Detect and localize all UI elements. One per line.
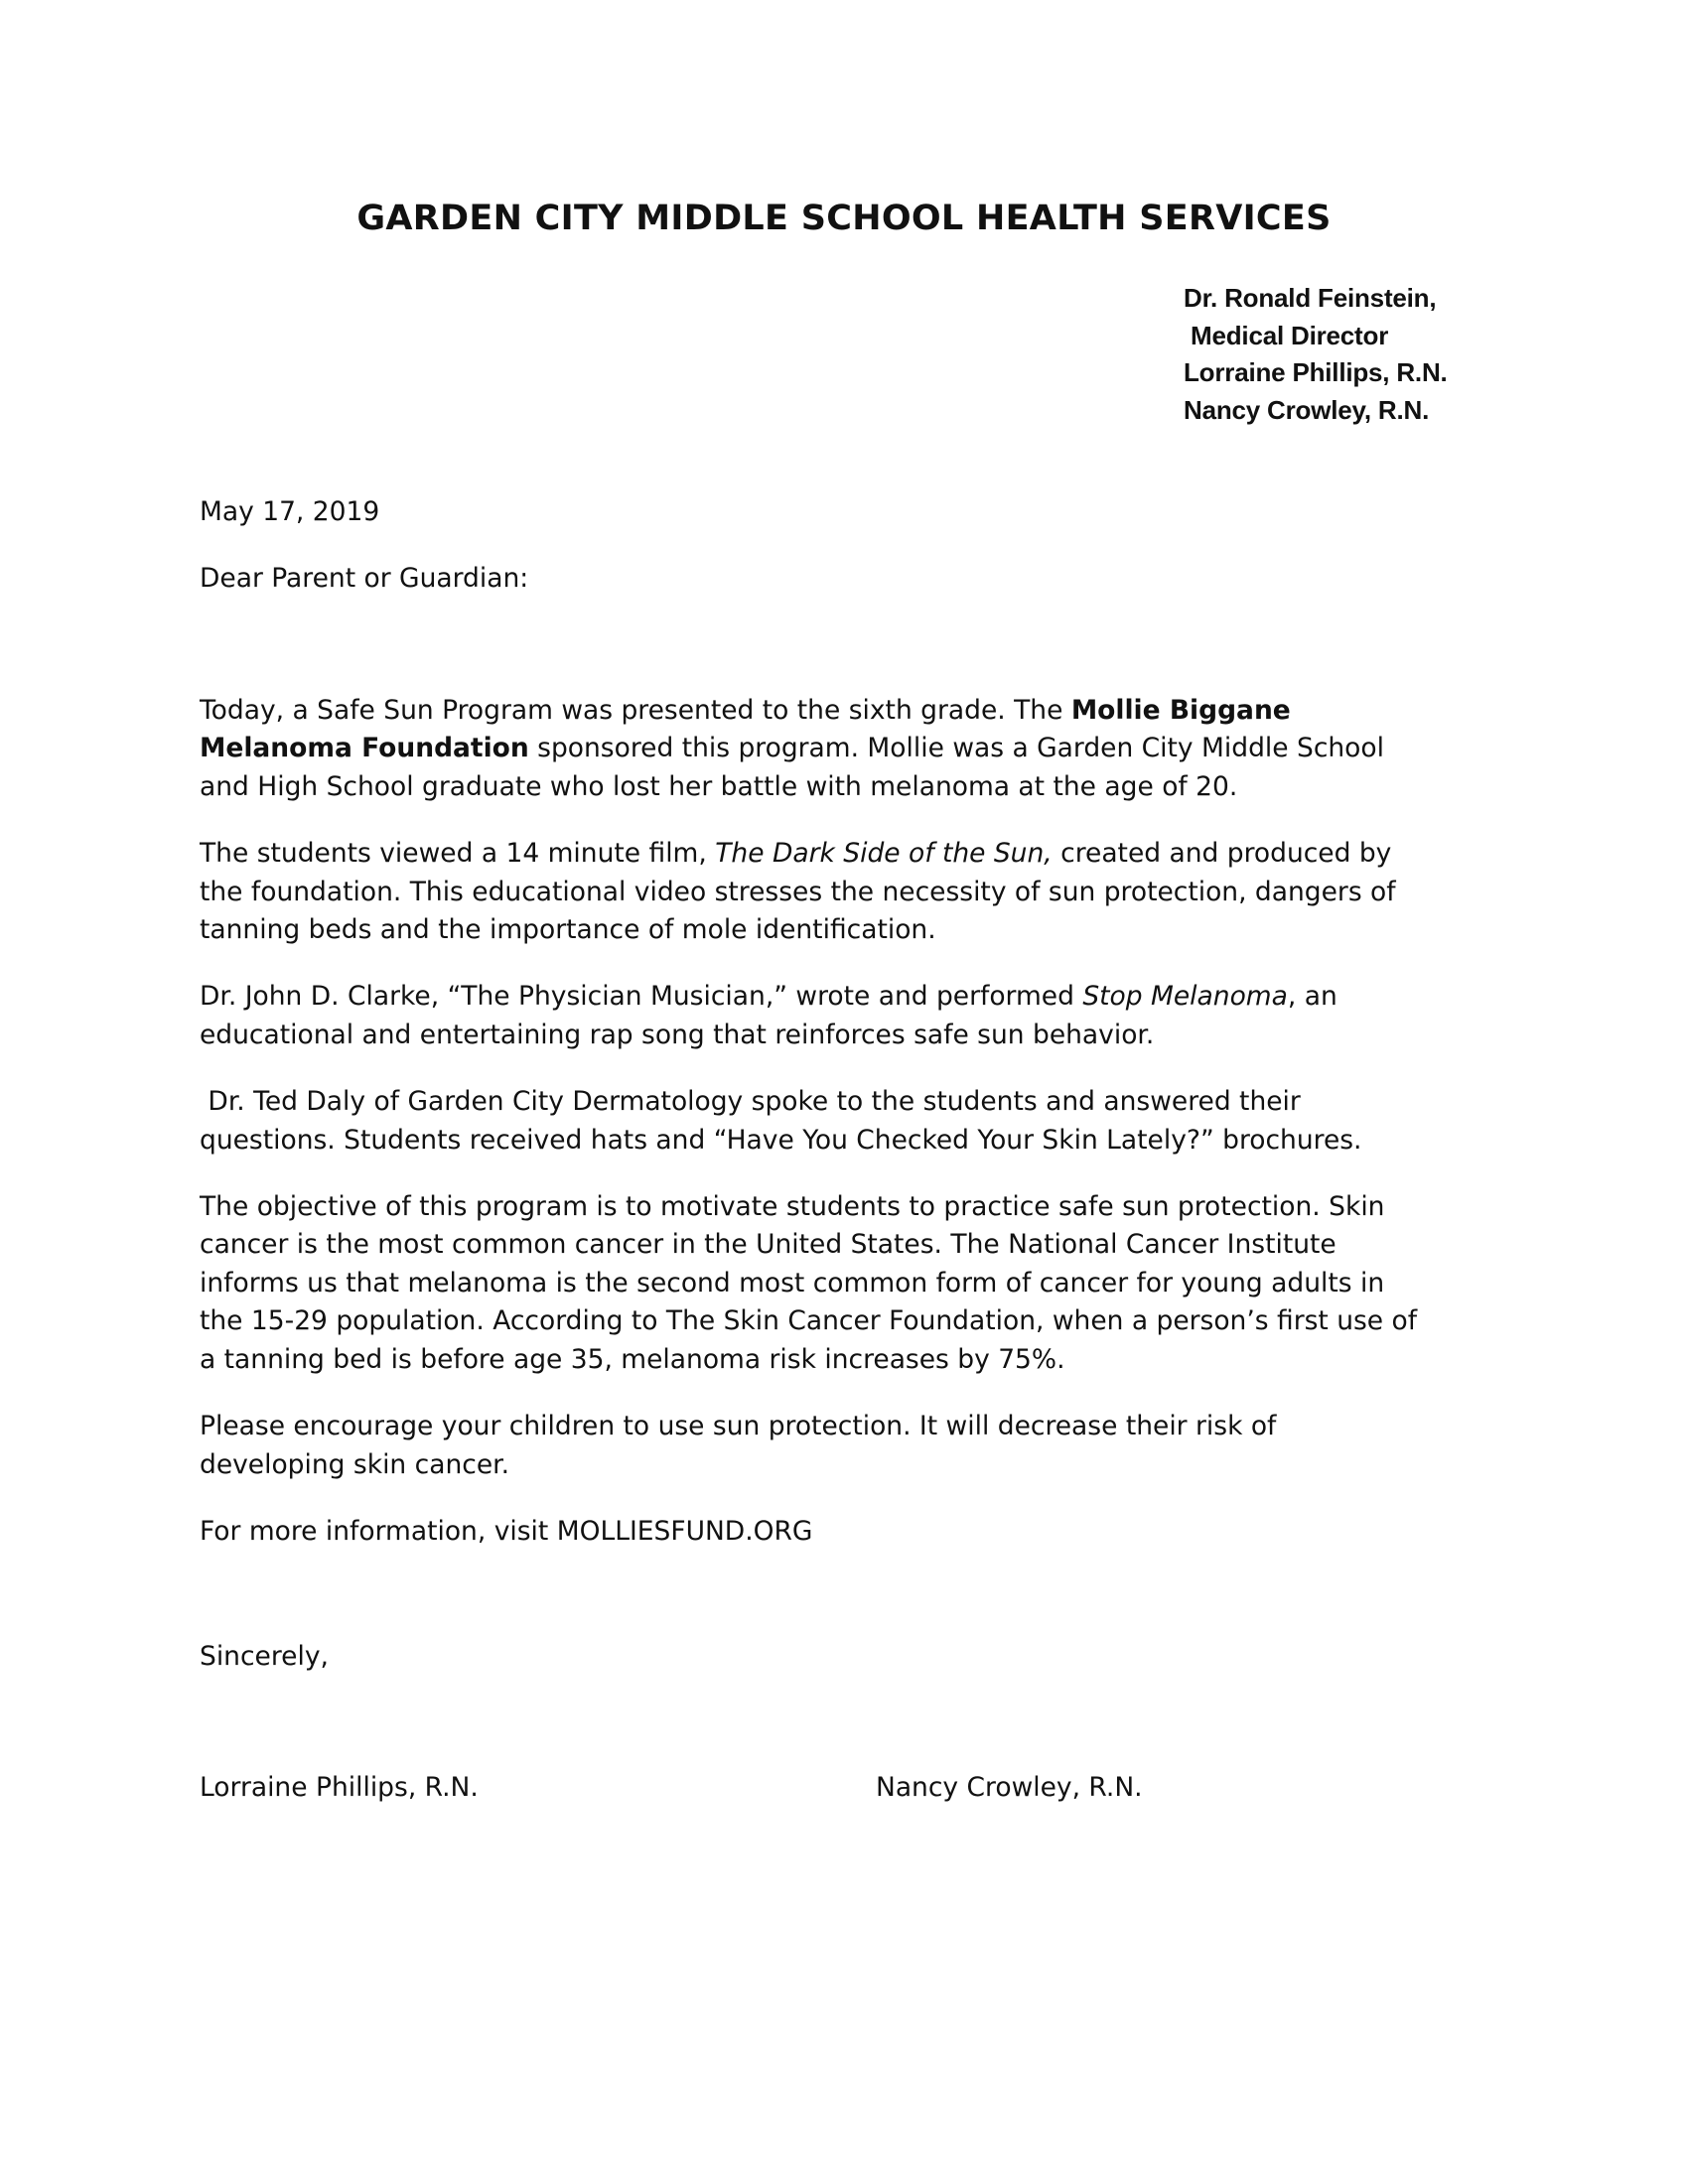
- paragraph-line: Melanoma Foundation sponsored this program. Mollie was a Garden City Middle School: [200, 733, 1384, 764]
- staff-medical-director-name: Dr. Ronald Feinstein,: [1184, 283, 1437, 313]
- letter-body: [200, 692, 1510, 1579]
- paragraph-dermatologist: [200, 1083, 1510, 1160]
- signature-phillips: Lorraine Phillips, R.N.: [200, 1772, 479, 1803]
- staff-list: [1184, 280, 1448, 429]
- paragraph-line: the 15-29 population. According to The Skin Cancer Foundation, when a person’s first use of: [200, 1305, 1418, 1337]
- paragraph-line: Dr. Ted Daly of Garden City Dermatology spoke to the students and answered their: [200, 1086, 1301, 1118]
- paragraph-line: cancer is the most common cancer in the United States. The National Cancer Institute: [200, 1229, 1336, 1261]
- paragraph-line: For more information, visit MOLLIESFUND.ORG: [200, 1515, 813, 1547]
- paragraph-film: [200, 835, 1510, 949]
- paragraph-line: a tanning bed is before age 35, melanoma risk increases by 75%.: [200, 1343, 1065, 1375]
- paragraph-line: The objective of this program is to motivate students to practice safe sun protection. Skin: [200, 1191, 1385, 1223]
- signature-crowley: Nancy Crowley, R.N.: [876, 1772, 1143, 1803]
- foundation-name-bold: Mollie Biggane: [1070, 695, 1291, 726]
- paragraph-encouragement: [200, 1408, 1510, 1484]
- letterhead-title: GARDEN CITY MIDDLE SCHOOL HEALTH SERVICES: [356, 199, 1332, 238]
- paragraph-more-info: [200, 1513, 1510, 1551]
- paragraph-line: developing skin cancer.: [200, 1448, 510, 1480]
- paragraph-song: [200, 978, 1510, 1054]
- staff-medical-director-role: Medical Director: [1184, 320, 1389, 350]
- paragraph-objective: [200, 1188, 1510, 1379]
- paragraph-line: tanning beds and the importance of mole identification.: [200, 914, 936, 946]
- paragraph-line: the foundation. This educational video stresses the necessity of sun protection, dangers of: [200, 876, 1396, 907]
- paragraph-line: educational and entertaining rap song that reinforces safe sun behavior.: [200, 1019, 1155, 1050]
- paragraph-line: Dr. John D. Clarke, “The Physician Musician,” wrote and performed Stop Melanoma, an: [200, 981, 1337, 1013]
- paragraph-program-intro: [200, 692, 1510, 806]
- paragraph-line: informs us that melanoma is the second most common form of cancer for young adults in: [200, 1267, 1385, 1298]
- paragraph-line: Today, a Safe Sun Program was presented to the sixth grade. The Mollie Biggane: [200, 695, 1291, 726]
- staff-nurse-crowley: Nancy Crowley, R.N.: [1184, 394, 1430, 425]
- film-title: The Dark Side of the Sun,: [715, 838, 1053, 870]
- paragraph-line: questions. Students received hats and “Have You Checked Your Skin Lately?” brochures.: [200, 1124, 1362, 1156]
- foundation-name-bold: Melanoma Foundation: [200, 733, 529, 764]
- paragraph-line: The students viewed a 14 minute film, The Dark Side of the Sun, created and produced by: [200, 838, 1392, 870]
- salutation: Dear Parent or Guardian:: [200, 563, 529, 594]
- letter-date: May 17, 2019: [200, 496, 380, 527]
- song-title: Stop Melanoma: [1082, 981, 1288, 1013]
- paragraph-line: Please encourage your children to use sun protection. It will decrease their risk of: [200, 1411, 1277, 1442]
- paragraph-line: and High School graduate who lost her battle with melanoma at the age of 20.: [200, 770, 1238, 802]
- staff-nurse-phillips: Lorraine Phillips, R.N.: [1184, 357, 1448, 387]
- closing: Sincerely,: [200, 1641, 329, 1672]
